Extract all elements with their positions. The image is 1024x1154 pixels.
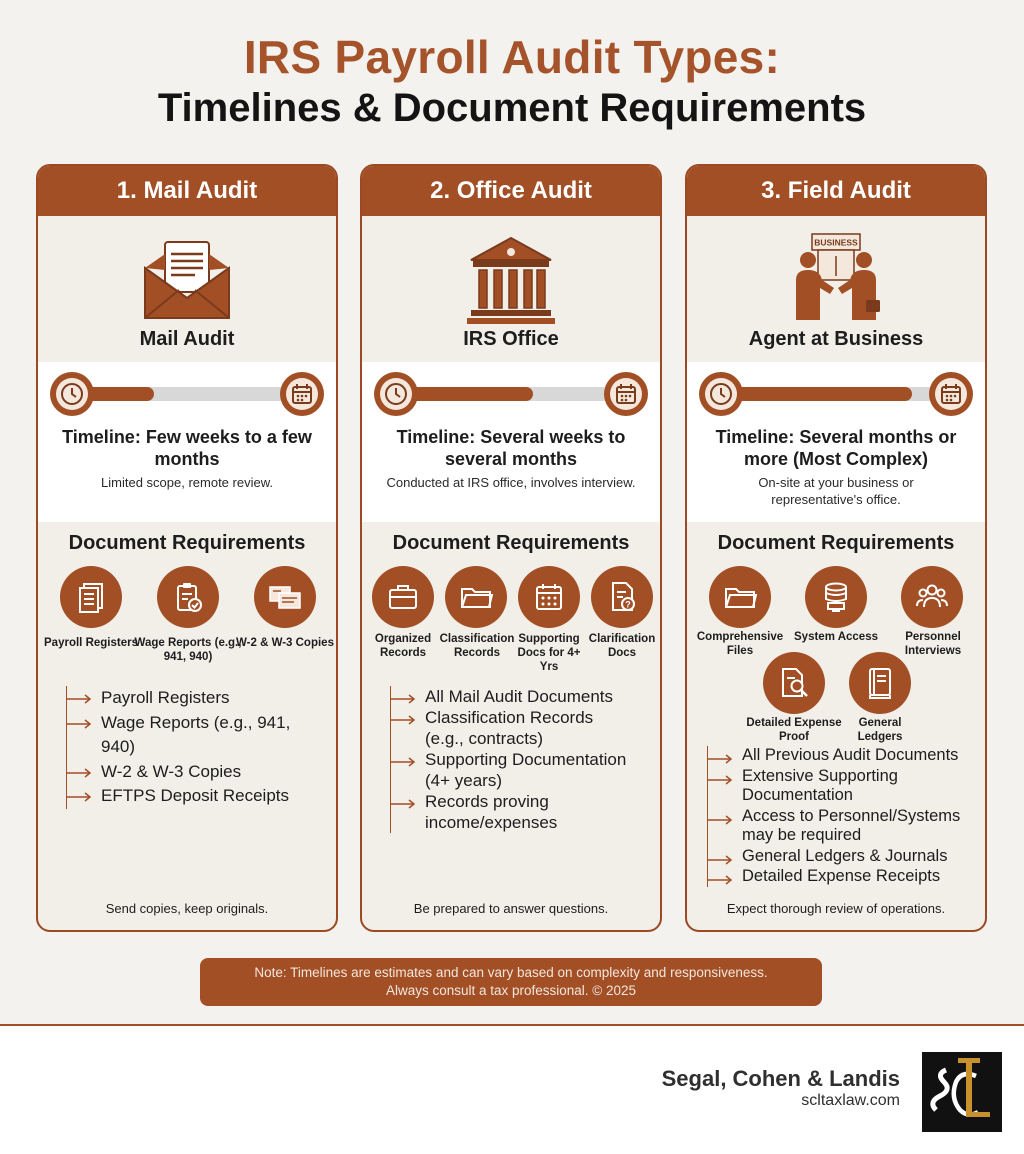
checklist-item: W-2 & W-3 Copies bbox=[67, 760, 328, 785]
computer-database-icon bbox=[805, 566, 867, 628]
document-stack-icon bbox=[60, 566, 122, 628]
checklist bbox=[707, 746, 977, 887]
timeline-description: On-site at your business or representative's office. bbox=[758, 475, 914, 507]
doc-label: System Access bbox=[794, 631, 878, 643]
checklist-item: Access to Personnel/Systems may be required bbox=[708, 807, 974, 846]
hero-label: Agent at Business bbox=[748, 328, 924, 350]
card-header: 3. Field Audit bbox=[687, 166, 985, 216]
doc-label: Clarification Docs bbox=[588, 633, 656, 659]
doc-label: Supporting Docs for 4+ Yrs bbox=[517, 633, 581, 673]
calendar-icon bbox=[929, 372, 973, 416]
clock-icon bbox=[50, 372, 94, 416]
calendar-icon bbox=[280, 372, 324, 416]
page-subtitle: Timelines & Document Requirements bbox=[157, 86, 867, 130]
doc-label: Comprehensive Files bbox=[696, 631, 784, 657]
timeline-bar bbox=[78, 387, 296, 401]
firm-url[interactable]: scltaxlaw.com bbox=[801, 1092, 900, 1109]
doc-label: Classification Records bbox=[439, 633, 515, 659]
arrow-icon bbox=[708, 754, 734, 764]
courthouse-icon bbox=[461, 230, 561, 330]
calendar-icon bbox=[518, 566, 580, 628]
card-footer-tip: Expect thorough review of operations. bbox=[726, 901, 946, 916]
doc-label: Detailed Expense Proof bbox=[746, 717, 842, 743]
calendar-icon bbox=[604, 372, 648, 416]
doc-label: Payroll Registers bbox=[44, 637, 138, 649]
timeline-section bbox=[687, 362, 985, 522]
checklist-item: Records proving income/expenses bbox=[391, 791, 595, 833]
checklist-item: All Mail Audit Documents bbox=[391, 686, 652, 707]
arrow-icon bbox=[708, 855, 734, 865]
document-search-icon bbox=[763, 652, 825, 714]
card-footer-tip: Be prepared to answer questions. bbox=[413, 901, 609, 916]
doc-label: General Ledgers bbox=[857, 717, 903, 743]
envelope-icon bbox=[137, 230, 237, 330]
hero-label: IRS Office bbox=[463, 328, 559, 350]
card-hero bbox=[38, 216, 336, 362]
card-office-audit bbox=[360, 164, 662, 932]
timeline-bar bbox=[727, 387, 945, 401]
timeline-section bbox=[362, 362, 660, 522]
doc-label: Personnel Interviews bbox=[904, 631, 962, 657]
clock-icon bbox=[374, 372, 418, 416]
timeline-title: Timeline: Several months or more (Most Complex) bbox=[715, 427, 957, 469]
card-header: 2. Office Audit bbox=[362, 166, 660, 216]
people-icon bbox=[901, 566, 963, 628]
checklist-item: All Previous Audit Documents bbox=[708, 746, 977, 766]
arrow-icon bbox=[67, 694, 93, 704]
note-line-2: Always consult a tax professional. © 2025 bbox=[385, 983, 637, 998]
scl-monogram-logo-icon bbox=[922, 1052, 1002, 1132]
card-hero bbox=[362, 216, 660, 362]
timeline-fill bbox=[727, 387, 912, 401]
handshake-business-icon bbox=[786, 230, 886, 330]
doc-label: W-2 & W-3 Copies bbox=[236, 637, 334, 649]
doc-requirements-heading: Document Requirements bbox=[717, 532, 955, 554]
briefcase-icon bbox=[372, 566, 434, 628]
timeline-section bbox=[38, 362, 336, 522]
card-mail-audit bbox=[36, 164, 338, 932]
timeline-bar bbox=[402, 387, 620, 401]
note-line-1: Note: Timelines are estimates and can vary based on complexity and responsiveness. bbox=[254, 965, 768, 980]
forms-icon bbox=[254, 566, 316, 628]
doc-requirements-heading: Document Requirements bbox=[68, 532, 306, 554]
folder-icon bbox=[445, 566, 507, 628]
clipboard-check-icon bbox=[157, 566, 219, 628]
arrow-icon bbox=[708, 775, 734, 785]
card-field-audit bbox=[685, 164, 987, 932]
doc-requirements-heading: Document Requirements bbox=[392, 532, 630, 554]
ledger-book-icon bbox=[849, 652, 911, 714]
checklist-item: Supporting Documentation (4+ years) bbox=[391, 749, 651, 791]
checklist-item: General Ledgers & Journals bbox=[708, 847, 977, 867]
clock-icon bbox=[699, 372, 743, 416]
checklist-item: Detailed Expense Receipts bbox=[708, 867, 977, 887]
doc-label: Wage Reports (e.g., 941, 940) bbox=[134, 637, 242, 663]
business-sign-text: BUSINESS bbox=[814, 237, 858, 248]
arrow-icon bbox=[391, 715, 417, 725]
timeline-fill bbox=[402, 387, 533, 401]
hero-label: Mail Audit bbox=[139, 328, 235, 350]
svg-text:?: ? bbox=[625, 599, 631, 610]
arrow-icon bbox=[391, 694, 417, 704]
arrow-icon bbox=[391, 757, 417, 767]
disclaimer-note bbox=[200, 958, 822, 1006]
folder-icon bbox=[709, 566, 771, 628]
checklist bbox=[66, 686, 328, 809]
checklist-item: EFTPS Deposit Receipts bbox=[67, 784, 328, 809]
card-footer-tip: Send copies, keep originals. bbox=[105, 901, 269, 916]
checklist-item: Payroll Registers bbox=[67, 686, 328, 711]
page-title: IRS Payroll Audit Types: bbox=[243, 31, 781, 83]
doc-label: Organized Records bbox=[374, 633, 432, 659]
arrow-icon bbox=[391, 799, 417, 809]
timeline-description: Limited scope, remote review. bbox=[101, 475, 273, 490]
timeline-description: Conducted at IRS office, involves interview. bbox=[386, 475, 636, 490]
checklist bbox=[390, 686, 652, 833]
card-hero bbox=[687, 216, 985, 362]
timeline-title: Timeline: Few weeks to a few months bbox=[62, 427, 312, 469]
firm-name: Segal, Cohen & Landis bbox=[661, 1066, 900, 1091]
card-header: 1. Mail Audit bbox=[38, 166, 336, 216]
document-question-icon bbox=[591, 566, 653, 628]
arrow-icon bbox=[708, 875, 734, 885]
checklist-item: Wage Reports (e.g., 941, 940) bbox=[67, 711, 328, 760]
arrow-icon bbox=[67, 768, 93, 778]
checklist-item: Classification Records (e.g., contracts) bbox=[391, 707, 629, 749]
arrow-icon bbox=[708, 815, 734, 825]
arrow-icon bbox=[67, 792, 93, 802]
arrow-icon bbox=[67, 719, 93, 729]
checklist-item: Extensive Supporting Documentation bbox=[708, 767, 918, 806]
timeline-title: Timeline: Several weeks to several months bbox=[396, 427, 626, 469]
